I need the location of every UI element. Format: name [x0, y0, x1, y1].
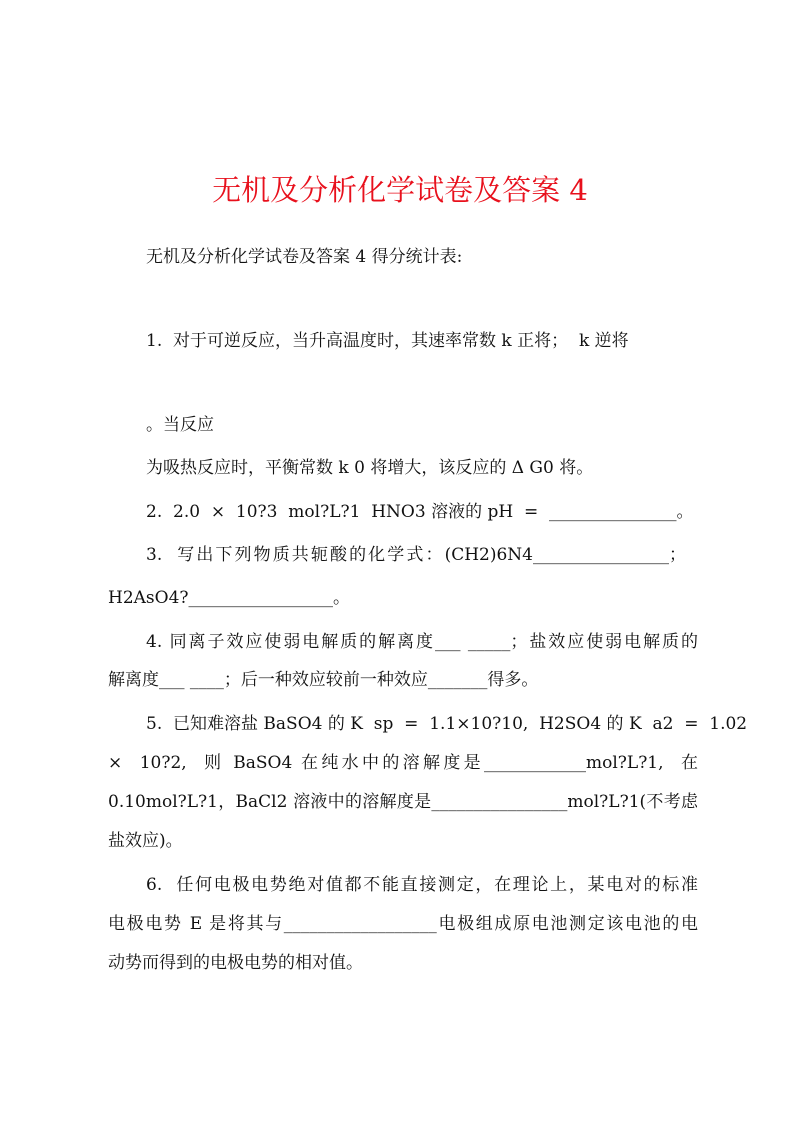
q5-line-1: 5. 已知难溶盐 BaSO4 的 K sp = 1.1×10?10, H2SO4 的 K a2 = 1.02 [146, 714, 748, 734]
q1-line-3: 为吸热反应时，平衡常数 k 0 将增大，该反应的 Δ G0 将。 [146, 458, 594, 478]
q6-line-1: 6. 任何电极电势绝对值都不能直接测定，在理论上，某电对的标准 [146, 875, 698, 895]
q5-line-3: 0.10mol?L?1，BaCl2 溶液中的溶解度是________________mol?L?1(不考虑 [108, 792, 698, 812]
q5-line-2: × 10?2, 则 BaSO4 在纯水中的溶解度是____________mol?L?1, 在 [108, 753, 698, 773]
q5-line-4: 盐效应)。 [108, 831, 183, 851]
q4-line-2: 解离度___ ____；后一种效应较前一种效应_______得多。 [108, 670, 539, 690]
q6-line-2: 电极电势 E 是将其与__________________电极组成原电池测定该电池的电 [108, 914, 698, 934]
intro-line: 无机及分析化学试卷及答案 4 得分统计表: [146, 247, 463, 267]
q3-line-1: 3. 写出下列物质共轭酸的化学式：(CH2)6N4________________； [146, 545, 686, 565]
q1-line-2: 。当反应 [146, 415, 214, 435]
q4-line-1: 4. 同离子效应使弱电解质的解离度___ _____；盐效应使弱电解质的 [146, 632, 698, 652]
q1-line-1: 1. 对于可逆反应，当升高温度时，其速率常数 k 正将； k 逆将 [146, 331, 629, 351]
q6-line-3: 动势而得到的电极电势的相对值。 [108, 953, 363, 973]
document-title: 无机及分析化学试卷及答案 4 [212, 173, 588, 207]
q3-line-2: H2AsO4?_________________。 [108, 588, 351, 608]
q2-line-1: 2. 2.0 × 10?3 mol?L?1 HNO3 溶液的 pH = _______________。 [146, 502, 694, 522]
